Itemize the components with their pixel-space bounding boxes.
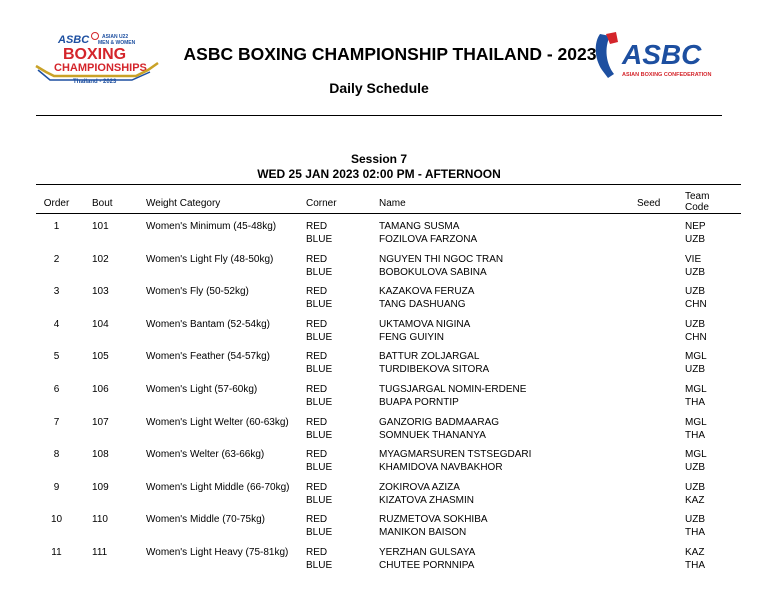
cell-weight-category: Women's Light Heavy (75-81kg) bbox=[146, 546, 289, 558]
cell-bout: 108 bbox=[92, 449, 109, 461]
page-subtitle: Daily Schedule bbox=[329, 80, 429, 96]
cell-bout: 109 bbox=[92, 481, 109, 493]
blue-boxer-name: TURDIBEKOVA SITORA bbox=[379, 364, 490, 376]
blue-boxer-name: CHUTEE PORNNIPA bbox=[379, 559, 475, 571]
red-team-code: UZB bbox=[685, 318, 705, 330]
cell-order: 3 bbox=[53, 286, 60, 298]
blue-team-code: THA bbox=[685, 429, 705, 441]
logo-left-brand: ASBC bbox=[58, 34, 90, 46]
session-heading bbox=[0, 152, 758, 182]
cell-name bbox=[379, 448, 637, 481]
cell-bout: 106 bbox=[92, 383, 109, 395]
cell-team-code bbox=[685, 416, 741, 449]
cell-weight-category: Women's Light Fly (48-50kg) bbox=[146, 253, 274, 265]
blue-boxer-name: MANIKON BAISON bbox=[379, 527, 467, 539]
cell-seed bbox=[637, 416, 685, 449]
cell-order: 1 bbox=[53, 221, 60, 232]
red-team-code: MGL bbox=[685, 416, 707, 428]
red-boxer-name: BATTUR ZOLJARGAL bbox=[379, 351, 480, 363]
session-name: Session 7 bbox=[350, 152, 408, 166]
cell-weight-category: Women's Light Middle (66-70kg) bbox=[146, 481, 290, 493]
blue-corner-label: BLUE bbox=[306, 299, 333, 311]
blue-team-code: CHN bbox=[685, 299, 707, 311]
cell-order: 8 bbox=[53, 449, 60, 461]
header-bout: Bout bbox=[77, 185, 142, 214]
cell-weight-category: Women's Light Welter (60-63kg) bbox=[146, 416, 289, 428]
red-corner-label: RED bbox=[306, 351, 328, 363]
cell-name bbox=[379, 383, 637, 416]
red-corner-label: RED bbox=[306, 416, 328, 428]
cell-corner bbox=[306, 448, 379, 481]
table-row bbox=[36, 481, 741, 514]
table-row bbox=[36, 285, 741, 318]
cell-corner bbox=[306, 383, 379, 416]
red-team-code: VIE bbox=[685, 253, 702, 265]
page-title: ASBC BOXING CHAMPIONSHIP THAILAND - 2023 bbox=[183, 44, 597, 64]
cell-team-code bbox=[685, 318, 741, 351]
red-boxer-name: UKTAMOVA NIGINA bbox=[379, 318, 471, 330]
blue-team-code: UZB bbox=[685, 462, 705, 474]
red-team-code: UZB bbox=[685, 514, 705, 526]
blue-team-code: CHN bbox=[685, 331, 707, 343]
blue-corner-label: BLUE bbox=[306, 234, 333, 245]
header-team-line2: Code bbox=[685, 202, 709, 213]
cell-weight-category: Women's Light (57-60kg) bbox=[146, 383, 258, 395]
logo-left-tag1: ASIAN U22 bbox=[102, 34, 129, 40]
cell-team-code bbox=[685, 481, 741, 514]
cell-team-code bbox=[685, 220, 741, 253]
red-boxer-name: NGUYEN THI NGOC TRAN bbox=[379, 253, 504, 265]
red-team-code: MGL bbox=[685, 383, 707, 395]
cell-order: 10 bbox=[50, 514, 63, 526]
table-row bbox=[36, 448, 741, 481]
red-boxer-name: RUZMETOVA SOKHIBA bbox=[379, 514, 488, 526]
table-row bbox=[36, 220, 741, 253]
cell-team-code bbox=[685, 513, 741, 546]
blue-boxer-name: TANG DASHUANG bbox=[379, 299, 466, 311]
blue-boxer-name: KHAMIDOVA NAVBAKHOR bbox=[379, 462, 503, 474]
cell-order: 2 bbox=[53, 253, 60, 265]
red-team-code: UZB bbox=[685, 286, 705, 298]
red-boxer-name: TAMANG SUSMA bbox=[379, 221, 460, 232]
cell-seed bbox=[637, 220, 685, 253]
cell-bout: 101 bbox=[92, 221, 109, 232]
cell-seed bbox=[637, 546, 685, 579]
cell-seed bbox=[637, 318, 685, 351]
header-seed: Seed bbox=[637, 185, 685, 214]
logo-left-place: Thailand - 2023 bbox=[73, 79, 117, 85]
cell-bout: 102 bbox=[92, 253, 109, 265]
cell-name bbox=[379, 220, 637, 253]
cell-team-code bbox=[685, 253, 741, 286]
logo-right-brand: ASBC bbox=[622, 39, 702, 70]
logo-left-tag2: MEN & WOMEN bbox=[98, 40, 136, 46]
blue-team-code: UZB bbox=[685, 266, 705, 278]
blue-corner-label: BLUE bbox=[306, 266, 333, 278]
header-corner: Corner bbox=[306, 185, 379, 214]
blue-corner-label: BLUE bbox=[306, 494, 333, 506]
cell-order: 5 bbox=[53, 351, 60, 363]
blue-boxer-name: BOBOKULOVA SABINA bbox=[379, 266, 487, 278]
blue-team-code: UZB bbox=[685, 234, 705, 245]
table-row bbox=[36, 546, 741, 579]
cell-order: 11 bbox=[51, 546, 62, 558]
blue-boxer-name: FOZILOVA FARZONA bbox=[379, 234, 478, 245]
blue-team-code: THA bbox=[685, 396, 705, 408]
cell-corner bbox=[306, 253, 379, 286]
blue-corner-label: BLUE bbox=[306, 396, 333, 408]
blue-corner-label: BLUE bbox=[306, 331, 333, 343]
header-team-code bbox=[685, 185, 741, 214]
cell-corner bbox=[306, 318, 379, 351]
table-row bbox=[36, 383, 741, 416]
red-boxer-name: YERZHAN GULSAYA bbox=[379, 546, 476, 558]
cell-bout: 104 bbox=[92, 318, 109, 330]
cell-name bbox=[379, 350, 637, 383]
cell-corner bbox=[306, 285, 379, 318]
cell-team-code bbox=[685, 448, 741, 481]
red-corner-label: RED bbox=[306, 221, 328, 232]
blue-corner-label: BLUE bbox=[306, 364, 333, 376]
cell-seed bbox=[637, 448, 685, 481]
header-name: Name bbox=[379, 185, 637, 214]
cell-corner bbox=[306, 481, 379, 514]
cell-order: 7 bbox=[53, 416, 60, 428]
table-row bbox=[36, 318, 741, 351]
cell-name bbox=[379, 318, 637, 351]
blue-boxer-name: FENG GUIYIN bbox=[379, 331, 445, 343]
cell-team-code bbox=[685, 285, 741, 318]
cell-corner bbox=[306, 513, 379, 546]
logo-emblem-icon bbox=[92, 33, 99, 40]
cell-order: 9 bbox=[53, 481, 60, 493]
cell-bout: 107 bbox=[92, 416, 109, 428]
cell-name bbox=[379, 416, 637, 449]
cell-name bbox=[379, 513, 637, 546]
logo-right-tagline: ASIAN BOXING CONFEDERATION bbox=[622, 72, 712, 78]
schedule-table bbox=[36, 184, 741, 579]
table-row bbox=[36, 350, 741, 383]
cell-seed bbox=[637, 383, 685, 416]
cell-seed bbox=[637, 350, 685, 383]
cell-corner bbox=[306, 416, 379, 449]
cell-bout: 105 bbox=[92, 351, 109, 363]
red-boxer-name: KAZAKOVA FERUZA bbox=[379, 286, 475, 298]
red-boxer-name: GANZORIG BADMAARAG bbox=[379, 416, 500, 428]
cell-weight-category: Women's Bantam (52-54kg) bbox=[146, 318, 270, 330]
logo-left-word1: BOXING bbox=[63, 46, 127, 63]
cell-weight-category: Women's Middle (70-75kg) bbox=[146, 514, 265, 526]
cell-bout: 111 bbox=[92, 546, 108, 558]
cell-weight-category: Women's Feather (54-57kg) bbox=[146, 351, 270, 363]
cell-seed bbox=[637, 481, 685, 514]
red-corner-label: RED bbox=[306, 449, 328, 461]
red-corner-label: RED bbox=[306, 286, 328, 298]
cell-bout: 103 bbox=[92, 286, 109, 298]
cell-name bbox=[379, 253, 637, 286]
header-order: Order bbox=[36, 185, 77, 214]
cell-bout: 110 bbox=[92, 514, 108, 526]
blue-team-code: THA bbox=[685, 559, 705, 571]
blue-corner-label: BLUE bbox=[306, 429, 333, 441]
blue-boxer-name: KIZATOVA ZHASMIN bbox=[379, 494, 475, 506]
table-header-row bbox=[36, 185, 741, 214]
red-boxer-name: MYAGMARSUREN TSTSEGDARI bbox=[379, 449, 532, 461]
cell-weight-category: Women's Fly (50-52kg) bbox=[146, 286, 249, 298]
cell-corner bbox=[306, 546, 379, 579]
cell-corner bbox=[306, 350, 379, 383]
blue-corner-label: BLUE bbox=[306, 462, 333, 474]
blue-corner-label: BLUE bbox=[306, 527, 333, 539]
red-corner-label: RED bbox=[306, 253, 328, 265]
cell-seed bbox=[637, 285, 685, 318]
cell-weight-category: Women's Welter (63-66kg) bbox=[146, 449, 265, 461]
red-boxer-name: TUGSJARGAL NOMIN-ERDENE bbox=[379, 383, 527, 395]
blue-boxer-name: SOMNUEK THANANYA bbox=[379, 429, 486, 441]
red-team-code: UZB bbox=[685, 481, 705, 493]
red-corner-label: RED bbox=[306, 318, 328, 330]
red-boxer-name: ZOKIROVA AZIZA bbox=[379, 481, 460, 493]
cell-name bbox=[379, 481, 637, 514]
cell-seed bbox=[637, 253, 685, 286]
blue-corner-label: BLUE bbox=[306, 559, 333, 571]
cell-name bbox=[379, 546, 637, 579]
table-row bbox=[36, 253, 741, 286]
table-row bbox=[36, 416, 741, 449]
blue-team-code: THA bbox=[685, 527, 705, 539]
cell-team-code bbox=[685, 383, 741, 416]
red-corner-label: RED bbox=[306, 383, 328, 395]
red-team-code: KAZ bbox=[685, 546, 705, 558]
blue-team-code: KAZ bbox=[685, 494, 705, 506]
red-team-code: NEP bbox=[685, 221, 706, 232]
cell-team-code bbox=[685, 546, 741, 579]
red-team-code: MGL bbox=[685, 449, 707, 461]
red-team-code: MGL bbox=[685, 351, 707, 363]
red-corner-label: RED bbox=[306, 546, 328, 558]
logo-left-word2: CHAMPIONSHIPS bbox=[54, 62, 147, 74]
cell-corner bbox=[306, 220, 379, 253]
header-divider bbox=[36, 115, 722, 116]
blue-boxer-name: BUAPA PORNTIP bbox=[379, 396, 459, 408]
cell-order: 4 bbox=[53, 318, 60, 330]
session-date-time: WED 25 JAN 2023 02:00 PM - AFTERNOON bbox=[257, 167, 501, 181]
cell-seed bbox=[637, 513, 685, 546]
cell-weight-category: Women's Minimum (45-48kg) bbox=[146, 221, 277, 232]
cell-team-code bbox=[685, 350, 741, 383]
cell-name bbox=[379, 285, 637, 318]
table-row bbox=[36, 513, 741, 546]
cell-order: 6 bbox=[53, 383, 60, 395]
header-weight-category: Weight Category bbox=[142, 185, 306, 214]
red-corner-label: RED bbox=[306, 514, 328, 526]
red-corner-label: RED bbox=[306, 481, 328, 493]
blue-team-code: UZB bbox=[685, 364, 705, 376]
header-team-line1: Team bbox=[685, 191, 710, 202]
